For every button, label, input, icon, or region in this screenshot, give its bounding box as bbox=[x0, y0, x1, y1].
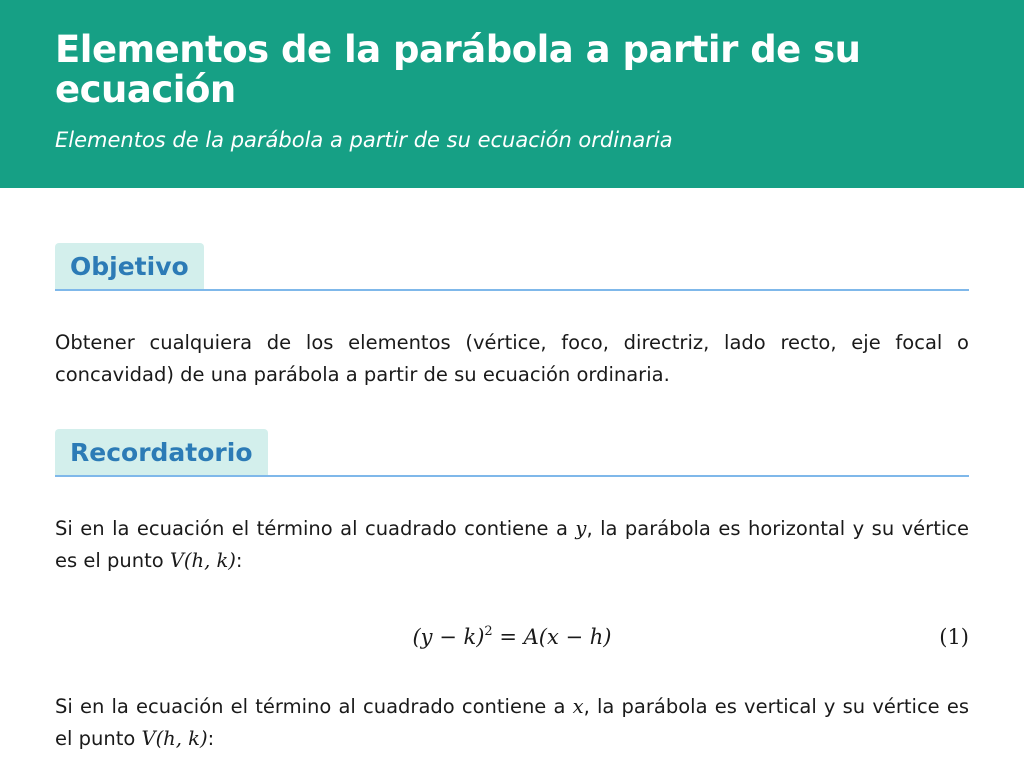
para2-variable: x bbox=[572, 695, 584, 718]
main-content bbox=[0, 243, 1024, 755]
page-subtitle: Elementos de la parábola a partir de su ecuación ordinaria bbox=[55, 128, 673, 152]
para1-variable: y bbox=[575, 517, 587, 540]
recordatorio-paragraph-1 bbox=[55, 513, 969, 577]
para1-text-c: : bbox=[235, 549, 243, 572]
equation-1-lhs: (y − k) bbox=[412, 625, 485, 649]
recordatorio-paragraph-2 bbox=[55, 691, 969, 755]
para2-vertex-point: V(h, k) bbox=[141, 727, 208, 750]
section-heading-recordatorio bbox=[55, 429, 969, 477]
para2-text-c: : bbox=[207, 727, 215, 750]
para2-text-b: , la parábola es vertical y su vértice es el punto bbox=[55, 695, 969, 750]
equation-1 bbox=[55, 617, 969, 657]
section-heading-objetivo bbox=[55, 243, 969, 291]
equation-1-rhs: = A(x − h) bbox=[492, 625, 612, 649]
para1-text-b: , la parábola es horizontal y su vértice es el punto bbox=[55, 517, 969, 572]
equation-1-number: (1) bbox=[939, 625, 969, 649]
section-title-recordatorio: Recordatorio bbox=[55, 429, 268, 475]
para1-text-a: Si en la ecuación el término al cuadrado contiene a bbox=[55, 517, 576, 540]
equation-1-exponent: 2 bbox=[484, 624, 493, 639]
page-title: Elementos de la parábola a partir de su ecuación bbox=[55, 28, 861, 111]
para1-vertex-point: V(h, k) bbox=[169, 549, 236, 572]
para2-text-a: Si en la ecuación el término al cuadrado contiene a bbox=[55, 695, 573, 718]
objetivo-paragraph: Obtener cualquiera de los elementos (vértice, foco, directriz, lado recto, eje focal o concavidad) de una parábola a partir de su ecuación ordinaria. bbox=[55, 331, 969, 386]
section-title-objetivo: Objetivo bbox=[55, 243, 204, 289]
equation-1-body bbox=[55, 617, 969, 657]
page-header bbox=[0, 0, 1024, 188]
